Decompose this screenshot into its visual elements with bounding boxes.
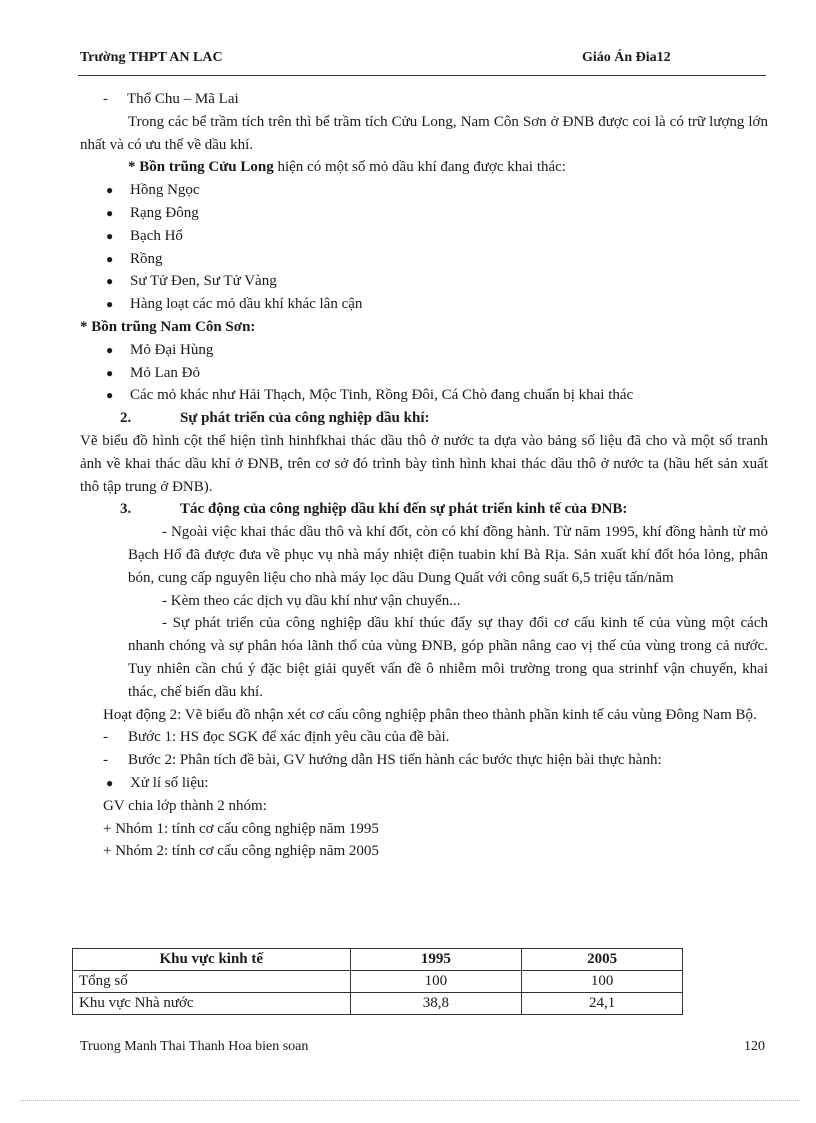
oil-field-name: Rồng — [130, 250, 163, 267]
oil-field-name: Các mỏ khác như Hải Thạch, Mộc Tinh, Rồng Đôi, Cá Chò đang chuẩn bị khai thác — [130, 387, 634, 404]
page-number: 120 — [744, 1039, 765, 1054]
table-cell: 100 — [350, 971, 522, 993]
list-item — [80, 362, 768, 385]
section-paragraph: Vẽ biểu đồ hình cột thể hiện tình hinhfkhai thác dầu thô ở nước ta dựa vào bảng số liệu đã cho và một số tranh ảnh về khai thác dầu khí ở ĐNB, trên cơ sở đó trình bày tình hình khai thác dầu thô ở nước ta (hầu hết sản xuất thô tập trung ở ĐNB). — [80, 432, 768, 495]
table-row — [73, 971, 683, 993]
list-item — [80, 293, 768, 316]
list-item — [80, 339, 768, 362]
oil-field-name: Hồng Ngọc — [130, 182, 200, 199]
bullet-icon: ● — [106, 388, 114, 403]
bullet-icon: ● — [106, 342, 114, 357]
list-item — [80, 202, 768, 225]
column-header: 1995 — [350, 949, 522, 971]
footer-author: Truong Manh Thai Thanh Hoa bien soan — [80, 1039, 309, 1054]
document-body — [80, 88, 768, 863]
section-paragraph: - Sự phát triển của công nghiệp dầu khí thúc đẩy sự thay đổi cơ cấu kinh tế của vùng một cách nhanh chóng và sự phân hóa lãnh thổ của vùng ĐNB, góp phần nâng cao vị thế của vùng trong cả nước. Tuy nhiên cần chú ý đặc biệt giải quyết vấn đề ô nhiễm môi trường trong qua strinhf vận chuyển, khai thác, chế biến dầu khí. — [128, 615, 768, 700]
table-cell: 100 — [522, 971, 683, 993]
list-item — [80, 749, 768, 772]
oil-field-name: Mỏ Lan Đỏ — [130, 364, 200, 381]
bullet-icon: ● — [106, 251, 114, 266]
process-data-label: Xử lí số liệu: — [130, 774, 209, 791]
section-paragraph: - Kèm theo các dịch vụ dầu khí như vận chuyển... — [162, 592, 461, 609]
table-cell: Tổng số — [73, 971, 351, 993]
list-item — [80, 772, 768, 795]
section-number: 2. — [120, 410, 132, 427]
list-item — [80, 384, 768, 407]
header-subject: Giáo Án Đia12 — [582, 50, 671, 65]
dash-marker: - — [103, 91, 108, 107]
oil-field-name: Bạch Hổ — [130, 227, 183, 244]
section-heading — [80, 498, 768, 521]
activity-heading: Hoạt động 2: Vẽ biểu đồ nhận xét cơ cấu công nghiệp phân theo thành phần kinh tế cảu vùng Đông Nam Bộ. — [103, 706, 757, 723]
step-text: Bước 1: HS đọc SGK để xác định yêu cầu của đề bài. — [128, 729, 450, 746]
step-text: Bước 2: Phân tích đề bài, GV hướng dẫn HS tiến hành các bước thực hiện bài thực hành: — [128, 752, 662, 769]
group-item: + Nhóm 2: tính cơ cấu công nghiệp năm 2005 — [103, 843, 379, 860]
bullet-icon: ● — [106, 274, 114, 289]
list-item — [80, 225, 768, 248]
oil-field-name: Rạng Đông — [130, 204, 199, 221]
data-table — [72, 948, 683, 1015]
table-row — [73, 993, 683, 1015]
cuu-long-heading — [80, 156, 768, 179]
section-title: Tác động của công nghiệp dầu khí đến sự phát triển kinh tế của ĐNB: — [180, 501, 628, 518]
section-number: 3. — [120, 501, 132, 518]
section-heading — [80, 407, 768, 430]
dash-marker: - — [103, 729, 108, 746]
bullet-icon: ● — [106, 205, 114, 220]
bullet-icon: ● — [106, 183, 114, 198]
page-bottom-rule — [20, 1100, 800, 1101]
list-item — [80, 248, 768, 271]
list-item — [80, 270, 768, 293]
table-header-row — [73, 949, 683, 971]
column-header: Khu vực kinh tế — [73, 949, 351, 971]
section-title: Sự phát triển của công nghiệp dầu khí: — [180, 410, 430, 427]
table-cell: 24,1 — [522, 993, 683, 1015]
list-item — [80, 726, 768, 749]
bullet-icon: ● — [106, 775, 114, 790]
basin-name: Thổ Chu – Mã Lai — [127, 91, 239, 107]
oil-field-name: Hàng loạt các mỏ dầu khí khác lân cận — [130, 296, 363, 313]
oil-field-name: Mỏ Đại Hùng — [130, 341, 214, 358]
section-paragraph: - Ngoài việc khai thác dầu thô và khí đốt, còn có khí đồng hành. Từ năm 1995, khí đồng hành từ mỏ Bạch Hổ đã được đưa về phục vụ nhà máy nhiệt điện tuabin khí Bà Rịa. Sản xuất khí đốt hóa lỏng, phân bón, cung cấp nguyên liệu cho nhà máy lọc dầu Dung Quất với công suất 6,5 triệu tấn/năm — [128, 524, 768, 586]
dash-marker: - — [103, 752, 108, 769]
list-item — [80, 179, 768, 202]
cuu-long-label: * Bồn trũng Cửu Long — [128, 159, 274, 176]
bullet-icon: ● — [106, 297, 114, 312]
bullet-icon: ● — [106, 228, 114, 243]
nam-con-son-label: * Bồn trũng Nam Côn Sơn: — [80, 318, 256, 335]
group-item: + Nhóm 1: tính cơ cấu công nghiệp năm 1995 — [103, 820, 379, 837]
table-cell: 38,8 — [350, 993, 522, 1015]
nam-con-son-heading — [80, 316, 768, 339]
bullet-icon: ● — [106, 365, 114, 380]
header-rule — [78, 75, 766, 76]
groups-intro: GV chia lớp thành 2 nhóm: — [103, 797, 267, 814]
column-header: 2005 — [522, 949, 683, 971]
oil-field-name: Sư Tử Đen, Sư Tử Vàng — [130, 273, 277, 290]
list-item — [80, 88, 768, 111]
header-school: Trường THPT AN LAC — [80, 50, 223, 65]
paragraph-basins: Trong các bể trầm tích trên thì bể trầm tích Cửu Long, Nam Côn Sơn ở ĐNB được coi là có trữ lượng lớn nhất và có ưu thế về dầu khí. — [80, 113, 768, 153]
table-cell: Khu vực Nhà nước — [73, 993, 351, 1015]
cuu-long-desc: hiện có một số mỏ dầu khí đang được khai thác: — [273, 159, 566, 176]
